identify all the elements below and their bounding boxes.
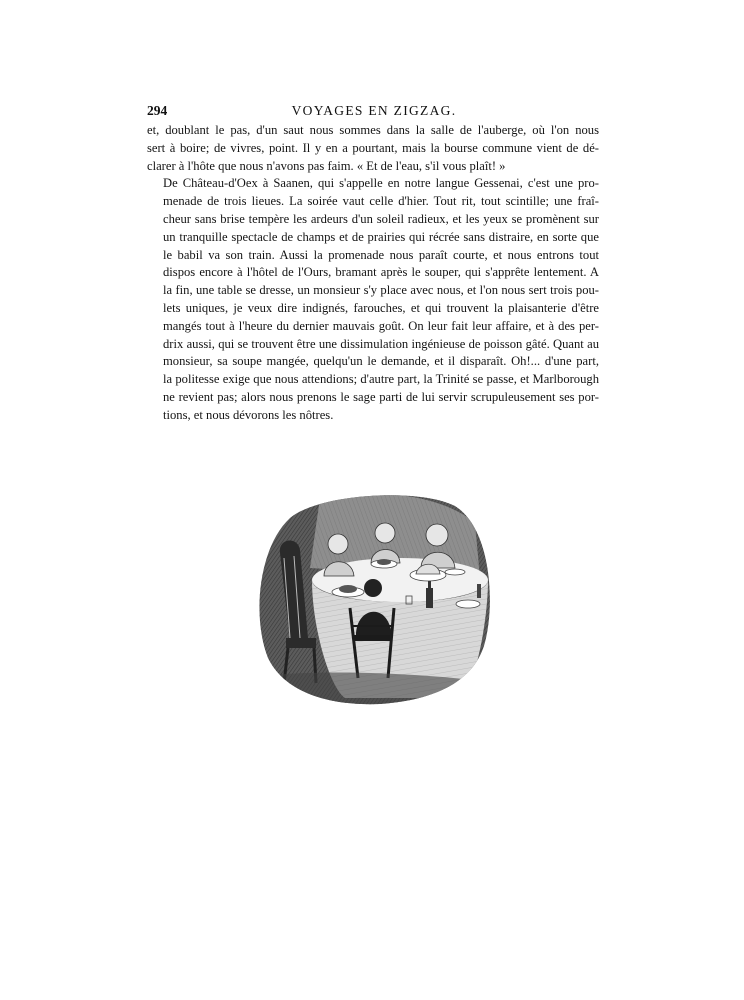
text-line: De Château-d'Oex à Saanen, qui s'appelle en notre langue Gessenai, c'est une pro- [163, 176, 599, 191]
text-line: dispos encore à l'hôtel de l'Ours, bramant après le souper, qui s'apprête lentement. A [163, 265, 599, 280]
text-line: et, doublant le pas, d'un saut nous sommes dans la salle de l'auberge, où l'on nous [147, 123, 599, 137]
text-line: un tranquille spectacle de champs et de prairies qui récrée sans distraire, en sorte que [163, 229, 599, 244]
running-header [147, 103, 601, 121]
paragraph [147, 175, 599, 424]
text-line: la politesse exige que nous attendions; d'autre part, la Trinité se passe, et Marlborough [163, 372, 599, 387]
text-line: clarer à l'hôte que nous n'avons pas faim. « Et de l'eau, s'il vous plaît! » [147, 158, 506, 173]
body-text [147, 122, 599, 425]
text-line: la fin, une table se dresse, un monsieur s'y place avec nous, et l'on nous sert trois pou- [163, 283, 599, 298]
text-line: mangés tout à l'heure du dernier mauvais goût. On leur fait leur affaire, et à des per- [163, 318, 599, 333]
text-line: ne revient pas; alors nous prenons le sage parti de lui servir scrupuleusement ses por- [163, 389, 599, 404]
text-line: lets uniques, je veux dire indignés, farouches, et qui trouvent la plaisanterie d'être [163, 300, 599, 315]
text-line: le babil va son train. Aussi la promenade nous paraît courte, et nous entrons tout [163, 247, 599, 262]
paragraph [147, 122, 599, 175]
text-line: sert à boire; de vivres, point. Il y en a pourtant, mais la bourse commune vient de dé- [147, 140, 599, 155]
text-line: drix aussi, qui se trouvent être une dissimulation ingénieuse de poisson gâté. Quant au [163, 336, 599, 351]
text-line: cheur sans brise tempère les ardeurs d'un soleil radieux, et les yeux se promènent sur [163, 211, 599, 226]
dining-scene-engraving [250, 488, 495, 706]
text-line: monsieur, sa soupe mangée, quelqu'un le demande, et il disparaît. Oh!... d'une part, [163, 354, 599, 369]
running-title: VOYAGES EN ZIGZAG. [291, 103, 457, 118]
page-number: 294 [147, 103, 168, 118]
text-line: tions, et nous dévorons les nôtres. [163, 407, 334, 422]
text-line: menade de trois lieues. La soirée vaut celle d'hier. Tout rit, tout scintille; une fraî- [163, 194, 599, 209]
